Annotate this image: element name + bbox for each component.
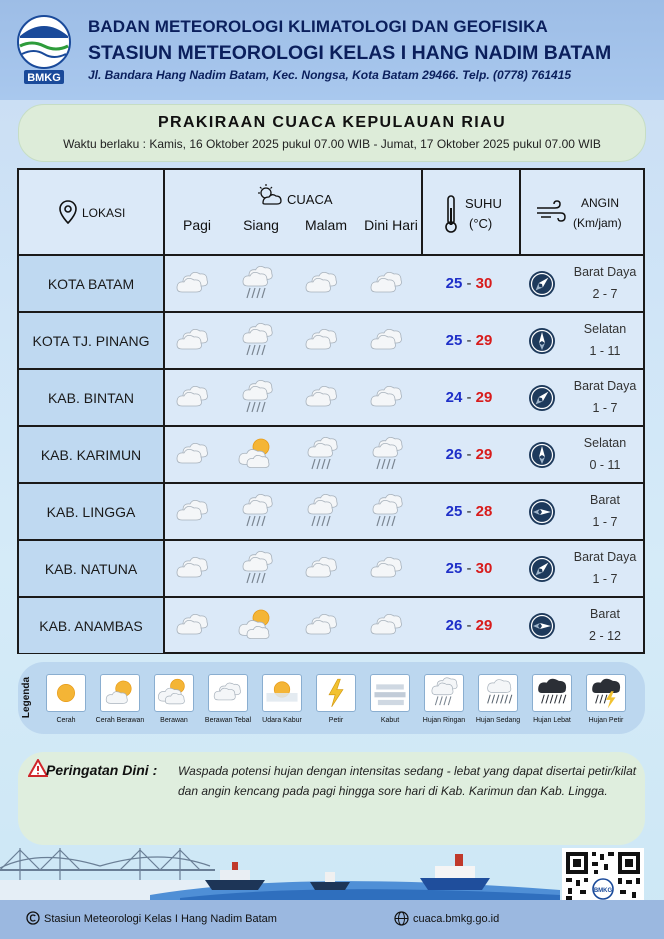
ship-left [205, 862, 265, 890]
weather-header: CUACA [287, 192, 333, 207]
wind-direction: Barat Daya [573, 265, 637, 279]
location-pin-icon [59, 200, 77, 224]
logo-text: BMKG [27, 72, 61, 84]
overcast-icon [300, 606, 344, 646]
temp-max: 28 [475, 503, 493, 520]
table-row [19, 598, 643, 655]
legend-label: Berawan [160, 717, 188, 724]
table-row [19, 484, 643, 541]
overcast-icon [365, 378, 409, 418]
temp-max: 29 [475, 446, 493, 463]
haze-icon [263, 675, 301, 711]
wind-speed: 0 - 11 [589, 458, 621, 472]
wind-speed: 2 - 7 [592, 287, 618, 301]
temp-header-line2: (°C) [469, 216, 493, 231]
ferry-right [420, 854, 490, 890]
moderate-rain-icon [479, 675, 517, 711]
page-title: PRAKIRAAN CUACA KEPULAUAN RIAU [157, 114, 507, 131]
light-rain-icon [235, 492, 279, 532]
legend-swatch [262, 674, 302, 712]
header-banner [0, 0, 664, 100]
temperature-range: 24 - 29 [445, 389, 493, 406]
cloudy-icon [235, 606, 279, 646]
legend-label: Hujan Lebat [533, 717, 571, 724]
temp-min: 25 [445, 275, 463, 292]
overcast-icon [209, 675, 247, 711]
legend-label: Hujan Petir [588, 717, 624, 724]
wind-speed: 1 - 7 [592, 401, 618, 415]
legend-swatch [532, 674, 572, 712]
legend-label: Hujan Ringan [422, 717, 466, 724]
wind-direction-compass-icon [528, 384, 556, 412]
location-cell: KAB. NATUNA [19, 541, 165, 596]
wind-speed: 2 - 12 [589, 629, 621, 643]
wind-direction: Selatan [583, 436, 627, 450]
temp-min: 26 [445, 446, 463, 463]
validity-period: Waktu berlaku : Kamis, 16 Oktober 2025 pukul 07.00 WIB - Jumat, 17 Oktober 2025 pukul 07.00 WIB [63, 137, 601, 151]
temp-max: 29 [475, 617, 493, 634]
boat-middle [310, 872, 350, 890]
footer [0, 900, 664, 939]
forecast-table [17, 168, 645, 654]
period-pagi: Pagi [182, 217, 212, 233]
legend-swatch [370, 674, 410, 712]
footer-website-link[interactable]: cuaca.bmkg.go.id [413, 913, 500, 925]
period-dini-hari: Dini Hari [364, 217, 418, 233]
temp-min: 25 [445, 503, 463, 520]
wind-speed: 1 - 7 [592, 515, 618, 529]
legend-swatch [46, 674, 86, 712]
location-cell: KOTA TJ. PINANG [19, 313, 165, 368]
wind-header-line2: (Km/jam) [573, 216, 622, 230]
location-cell: KOTA BATAM [19, 256, 165, 311]
footer-copyright: Stasiun Meteorologi Kelas I Hang Nadim Batam [44, 913, 277, 925]
table-row [19, 313, 643, 370]
wind-direction: Barat [590, 493, 620, 507]
light-rain-icon [235, 549, 279, 589]
location-cell: KAB. BINTAN [19, 370, 165, 425]
table-row [19, 370, 643, 427]
legend-swatch [586, 674, 626, 712]
legend-label: Cerah Berawan [95, 717, 145, 724]
legend-swatch [424, 674, 464, 712]
period-malam: Malam [304, 217, 347, 233]
temp-min: 25 [445, 560, 463, 577]
overcast-icon [171, 492, 215, 532]
overcast-icon [171, 378, 215, 418]
light-rain-icon [300, 435, 344, 475]
table-header [19, 170, 643, 256]
overcast-icon [171, 264, 215, 304]
legend-swatch [154, 674, 194, 712]
overcast-icon [171, 606, 215, 646]
temp-min: 26 [445, 617, 463, 634]
location-cell: KAB. ANAMBAS [19, 598, 165, 653]
light-rain-icon [300, 492, 344, 532]
sunny-icon [47, 675, 85, 711]
temp-max: 29 [475, 389, 493, 406]
legend-swatch [316, 674, 356, 712]
thermometer-icon [443, 194, 459, 234]
light-rain-icon [235, 321, 279, 361]
harbor-illustration [0, 840, 560, 900]
temp-max: 30 [475, 275, 493, 292]
wind-direction-compass-icon [528, 441, 556, 469]
legend-swatch [100, 674, 140, 712]
temp-min: 24 [445, 389, 463, 406]
light-rain-icon [425, 675, 463, 711]
temp-max: 30 [475, 560, 493, 577]
wind-direction-compass-icon [528, 555, 556, 583]
station-name: STASIUN METEOROLOGI KELAS I HANG NADIM BATAM [88, 42, 612, 64]
overcast-icon [300, 321, 344, 361]
temp-min: 25 [445, 332, 463, 349]
location-cell: KAB. LINGGA [19, 484, 165, 539]
light-rain-icon [235, 378, 279, 418]
overcast-icon [365, 321, 409, 361]
copyright-icon [26, 911, 40, 925]
period-siang: Siang [243, 217, 279, 233]
table-row [19, 541, 643, 598]
light-rain-icon [365, 435, 409, 475]
legend-label: Kabut [380, 717, 400, 724]
legend-swatch [478, 674, 518, 712]
temperature-range: 25 - 29 [445, 332, 493, 349]
legend [18, 662, 645, 734]
overcast-icon [300, 549, 344, 589]
sun-cloud-icon [255, 183, 283, 207]
overcast-icon [365, 606, 409, 646]
wind-direction: Barat Daya [573, 550, 637, 564]
overcast-icon [365, 264, 409, 304]
bmkg-logo [14, 14, 74, 86]
temp-header-line1: SUHU [465, 196, 502, 211]
temp-max: 29 [475, 332, 493, 349]
overcast-icon [171, 549, 215, 589]
wind-header-line1: ANGIN [581, 196, 620, 210]
wind-direction: Barat [590, 607, 620, 621]
temperature-range: 25 - 30 [445, 275, 493, 292]
location-header: LOKASI [82, 206, 126, 220]
agency-name: BADAN METEOROLOGI KLIMATOLOGI DAN GEOFISIKA [88, 17, 548, 36]
early-warning-box [18, 752, 645, 845]
thunderstorm-icon [587, 675, 625, 711]
warning-text: Waspada potensi hujan dengan intensitas sedang - lebat yang dapat disertai petir/kilat dan angin kencang pada pagi hingga sore hari di Kab. Karimun dan Kab. Lingga. [178, 764, 637, 798]
light-rain-icon [365, 492, 409, 532]
overcast-icon [171, 321, 215, 361]
partly-sunny-icon [101, 675, 139, 711]
wind-direction: Selatan [583, 322, 627, 336]
warning-title: Peringatan Dini : [46, 762, 158, 778]
temperature-range: 25 - 28 [445, 503, 493, 520]
temperature-range: 26 - 29 [445, 446, 493, 463]
wind-direction-compass-icon [528, 270, 556, 298]
wind-direction-compass-icon [528, 498, 556, 526]
legend-label: Cerah [56, 717, 76, 724]
warning-icon [28, 759, 48, 777]
overcast-icon [171, 435, 215, 475]
legend-swatch [208, 674, 248, 712]
table-row [19, 427, 643, 484]
cloudy-icon [235, 435, 279, 475]
temperature-range: 25 - 30 [445, 560, 493, 577]
wind-direction-compass-icon [528, 612, 556, 640]
temperature-range: 26 - 29 [445, 617, 493, 634]
cloudy-icon [155, 675, 193, 711]
title-box [18, 104, 646, 162]
legend-label: Petir [328, 717, 344, 724]
lightning-icon [317, 675, 355, 711]
table-row [19, 256, 643, 313]
legend-label: Berawan Tebal [204, 717, 252, 724]
wind-direction-compass-icon [528, 327, 556, 355]
overcast-icon [365, 549, 409, 589]
overcast-icon [300, 378, 344, 418]
legend-label: Hujan Sedang [475, 717, 521, 724]
wind-speed: 1 - 11 [589, 344, 621, 358]
station-address: Jl. Bandara Hang Nadim Batam, Kec. Nongsa, Kota Batam 29466. Telp. (0778) 761415 [88, 68, 572, 82]
globe-icon [394, 911, 409, 926]
location-cell: KAB. KARIMUN [19, 427, 165, 482]
wind-speed: 1 - 7 [592, 572, 618, 586]
legend-title: Legenda [21, 676, 33, 719]
legend-label: Udara Kabur [262, 717, 302, 724]
qr-label: BMKG [593, 888, 613, 894]
wind-direction: Barat Daya [573, 379, 637, 393]
light-rain-icon [235, 264, 279, 304]
fog-icon [371, 675, 409, 711]
wind-icon [535, 200, 567, 222]
overcast-icon [300, 264, 344, 304]
heavy-rain-icon [533, 675, 571, 711]
